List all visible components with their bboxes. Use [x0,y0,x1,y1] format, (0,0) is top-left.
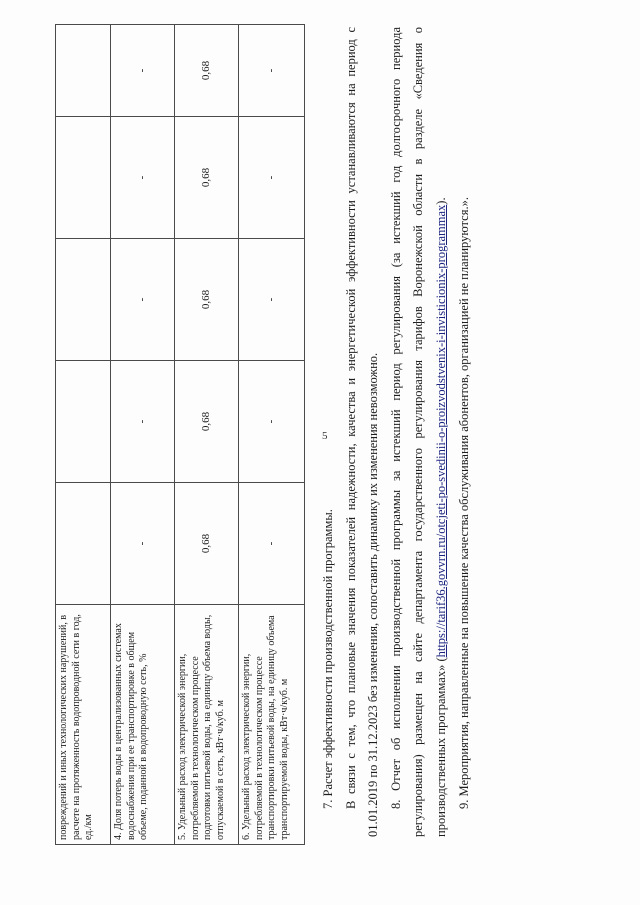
section-7-heading: 7. Расчет эффективности производственной программы. [321,509,335,809]
indicator-value: - [239,483,305,605]
indicator-value: 0,68 [175,361,239,483]
indicator-value [56,117,111,239]
tarif-site-link[interactable]: https://tarif36.govvrn.ru/otcjeti-po-svedinii-o-proizvodstvenix-i-invisticionix-programmax [433,204,448,658]
indicator-name: повреждений и иных технологических нарушений, в расчете на протяженность водопроводной сети в год, ед./км [56,605,111,845]
indicator-value: 0,68 [175,117,239,239]
indicator-value: 0,68 [175,483,239,605]
indicators-table [55,24,305,845]
section-8-text-end: ). [433,197,448,205]
table-row [239,25,305,845]
indicator-value: - [239,239,305,361]
indicator-value [56,239,111,361]
table-row [111,25,175,845]
indicator-value: - [239,117,305,239]
section-7-paragraph: В связи с тем, что плановые значения показателей надежности, качества и энергетической эффективности устанавливаются на период с 01.01.2019 по 31.12.2023 без изменения, сопоставить динамику их изменения невозможно. [343,27,381,837]
indicator-value: 0,68 [175,239,239,361]
indicator-name: 6. Удельный расход электрической энергии, потребляемой в технологическом процессе транспортировки питьевой воды, на единицу объема транспортируемой воды, кВт·ч/куб. м [239,605,305,845]
indicator-value [56,361,111,483]
table-row [175,25,239,845]
indicator-name: 5. Удельный расход электрической энергии, потребляемой в технологическом процессе подготовки питьевой воды, на единицу объема воды, отпускаемой в сеть, кВт·ч/куб. м [175,605,239,845]
indicator-value: - [111,239,175,361]
table-row [56,25,111,845]
body-text [317,27,475,837]
indicator-value: - [239,361,305,483]
rotated-page-content [55,20,495,845]
indicator-value [56,483,111,605]
section-8-paragraph [385,27,453,837]
section-9-paragraph: 9. Мероприятия, направленные на повышение качества обслуживания абонентов, организацией не планируются.». [456,197,471,809]
indicator-value [56,25,111,117]
indicator-name: 4. Доля потерь воды в централизованных системах водоснабжения при ее транспортировке в общем объеме, поданной в водопроводную сеть, % [111,605,175,845]
indicator-value: 0,68 [175,25,239,117]
indicator-value: - [239,25,305,117]
indicator-value: - [111,25,175,117]
page-number: 5 [322,430,328,442]
section-8-text: 8. Отчет об исполнении производственной программы за истекший период регулирования (за истекший год долгосрочного периода регулирования) размещен на сайте департамента государственного регулирования тарифов Воронежской области в разделе «Сведения о производственных программах» ( [388,27,448,837]
indicator-value: - [111,361,175,483]
indicator-value: - [111,483,175,605]
indicator-value: - [111,117,175,239]
